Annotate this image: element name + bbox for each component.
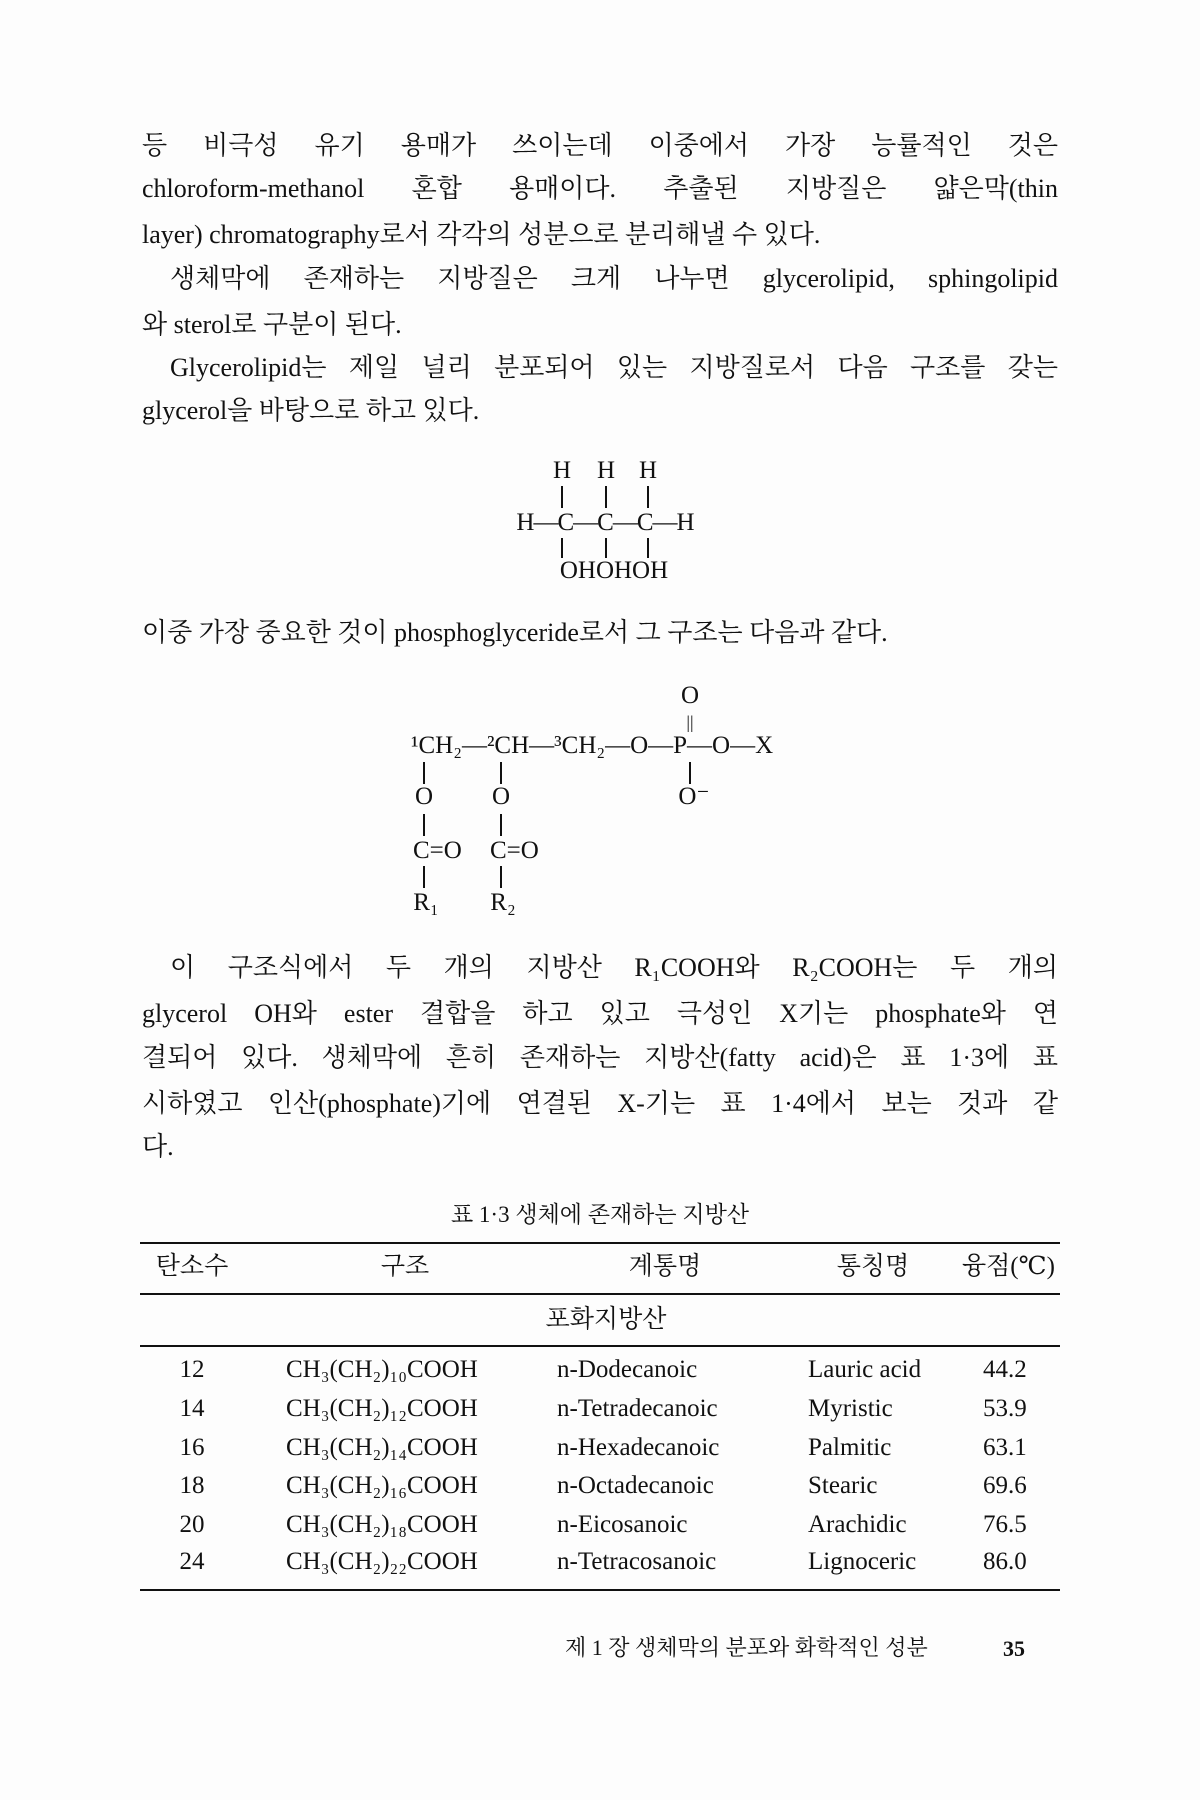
bond bbox=[647, 486, 649, 508]
table-rule bbox=[140, 1293, 1060, 1295]
text-line: 등 비극성 유기 용매가 쓰이는데 이중에서 가장 능률적인 것은 bbox=[142, 131, 1058, 160]
atom-h: H bbox=[552, 457, 572, 484]
atom-o: O bbox=[491, 783, 511, 810]
bond bbox=[423, 762, 425, 784]
carbon-chain: H—C—C—C—H bbox=[516, 509, 694, 536]
cell-carbon-count: 24 bbox=[179, 1548, 205, 1575]
cell-carbon-count: 12 bbox=[179, 1356, 205, 1383]
atom-h: H bbox=[638, 457, 658, 484]
cell-structure: CH₃(CH₂)₁₆COOH bbox=[286, 1472, 478, 1499]
text-line: Glycerolipid는 제일 널리 분포되어 있는 지방질로서 다음 구조를 갖는 bbox=[170, 353, 1058, 382]
bond bbox=[500, 814, 502, 836]
running-footer: 제 1 장 생체막의 분포와 화학적인 성분 bbox=[565, 1635, 928, 1660]
carbonyl: C=O bbox=[490, 837, 539, 864]
r-group: R₂ bbox=[490, 889, 516, 916]
text-line: 시하였고 인산(phosphate)기에 연결된 X-기는 표 1·4에서 보는 것과 같 bbox=[142, 1089, 1058, 1118]
double-bond: || bbox=[686, 712, 694, 732]
atom-o-minus: O⁻ bbox=[678, 783, 710, 810]
text-line: 이중 가장 중요한 것이 phosphoglyceride로서 그 구조는 다음과 같다. bbox=[142, 618, 888, 647]
header-melting-point: 융점(℃) bbox=[962, 1253, 1055, 1280]
cell-carbon-count: 18 bbox=[179, 1472, 205, 1499]
cell-common-name: Arachidic bbox=[808, 1511, 907, 1538]
text-line: chloroform-methanol 혼합 용매이다. 추출된 지방질은 얇은막(thin bbox=[142, 174, 1058, 203]
cell-common-name: Lauric acid bbox=[808, 1356, 922, 1383]
hydroxyl-groups: OHOHOH bbox=[559, 557, 669, 584]
bond bbox=[605, 538, 607, 558]
text-line: 와 sterol로 구분이 된다. bbox=[142, 310, 402, 339]
cell-structure: CH₃(CH₂)₁₂COOH bbox=[286, 1395, 478, 1422]
cell-common-name: Myristic bbox=[808, 1395, 893, 1422]
text-line: 다. bbox=[142, 1132, 174, 1161]
text-line: 이 구조식에서 두 개의 지방산 R₁COOH와 R₂COOH는 두 개의 bbox=[170, 953, 1058, 982]
cell-systematic-name: n-Eicosanoic bbox=[557, 1511, 688, 1538]
atom-o: O bbox=[680, 682, 700, 709]
cell-carbon-count: 16 bbox=[179, 1434, 205, 1461]
main-chain: ¹CH₂—²CH—³CH₂—O—P—O—X bbox=[411, 732, 774, 759]
page-number: 35 bbox=[1003, 1636, 1025, 1661]
cell-melting-point: 53.9 bbox=[983, 1395, 1027, 1422]
bond bbox=[423, 866, 425, 888]
text-line: glycerol을 바탕으로 하고 있다. bbox=[142, 396, 480, 425]
atom-h: H bbox=[596, 457, 616, 484]
text-line: 생체막에 존재하는 지방질은 크게 나누면 glycerolipid, sphingolipid bbox=[170, 264, 1058, 293]
text-line: glycerol OH와 ester 결합을 하고 있고 극성인 X기는 phosphate와 연 bbox=[142, 999, 1058, 1028]
cell-melting-point: 76.5 bbox=[983, 1511, 1027, 1538]
cell-structure: CH₃(CH₂)₁₈COOH bbox=[286, 1511, 478, 1538]
cell-systematic-name: n-Tetradecanoic bbox=[557, 1395, 718, 1422]
table-bottom-rule bbox=[140, 1589, 1060, 1591]
carbonyl: C=O bbox=[413, 837, 462, 864]
cell-systematic-name: n-Dodecanoic bbox=[557, 1356, 698, 1383]
cell-common-name: Lignoceric bbox=[808, 1548, 917, 1575]
cell-structure: CH₃(CH₂)₁₀COOH bbox=[286, 1356, 478, 1383]
cell-carbon-count: 20 bbox=[179, 1511, 205, 1538]
atom-o: O bbox=[414, 783, 434, 810]
table-section-label: 포화지방산 bbox=[545, 1306, 667, 1333]
cell-carbon-count: 14 bbox=[179, 1395, 205, 1422]
bond bbox=[561, 538, 563, 558]
cell-melting-point: 86.0 bbox=[983, 1548, 1027, 1575]
cell-common-name: Palmitic bbox=[808, 1434, 892, 1461]
cell-melting-point: 69.6 bbox=[983, 1472, 1027, 1499]
header-common-name: 통칭명 bbox=[836, 1253, 910, 1280]
table-rule bbox=[140, 1345, 1060, 1347]
cell-systematic-name: n-Octadecanoic bbox=[557, 1472, 714, 1499]
cell-systematic-name: n-Tetracosanoic bbox=[557, 1548, 717, 1575]
bond bbox=[423, 814, 425, 836]
table-top-rule bbox=[140, 1242, 1060, 1244]
cell-systematic-name: n-Hexadecanoic bbox=[557, 1434, 720, 1461]
r-group: R₁ bbox=[413, 889, 439, 916]
text-line: 결되어 있다. 생체막에 흔히 존재하는 지방산(fatty acid)은 표 1·3에 표 bbox=[142, 1043, 1058, 1072]
header-structure: 구조 bbox=[380, 1253, 430, 1280]
header-carbon-count: 탄소수 bbox=[155, 1253, 229, 1280]
cell-structure: CH₃(CH₂)₂₂COOH bbox=[286, 1548, 478, 1575]
cell-structure: CH₃(CH₂)₁₄COOH bbox=[286, 1434, 478, 1461]
bond bbox=[605, 486, 607, 508]
bond bbox=[500, 866, 502, 888]
bond bbox=[689, 762, 691, 784]
cell-melting-point: 44.2 bbox=[983, 1356, 1027, 1383]
bond bbox=[647, 538, 649, 558]
bond bbox=[561, 486, 563, 508]
text-line: layer) chromatography로서 각각의 성분으로 분리해낼 수 있다. bbox=[142, 220, 821, 249]
cell-common-name: Stearic bbox=[808, 1472, 878, 1499]
cell-melting-point: 63.1 bbox=[983, 1434, 1027, 1461]
table-caption: 표 1·3 생체에 존재하는 지방산 bbox=[450, 1202, 750, 1227]
header-systematic-name: 계통명 bbox=[628, 1253, 702, 1280]
bond bbox=[500, 762, 502, 784]
